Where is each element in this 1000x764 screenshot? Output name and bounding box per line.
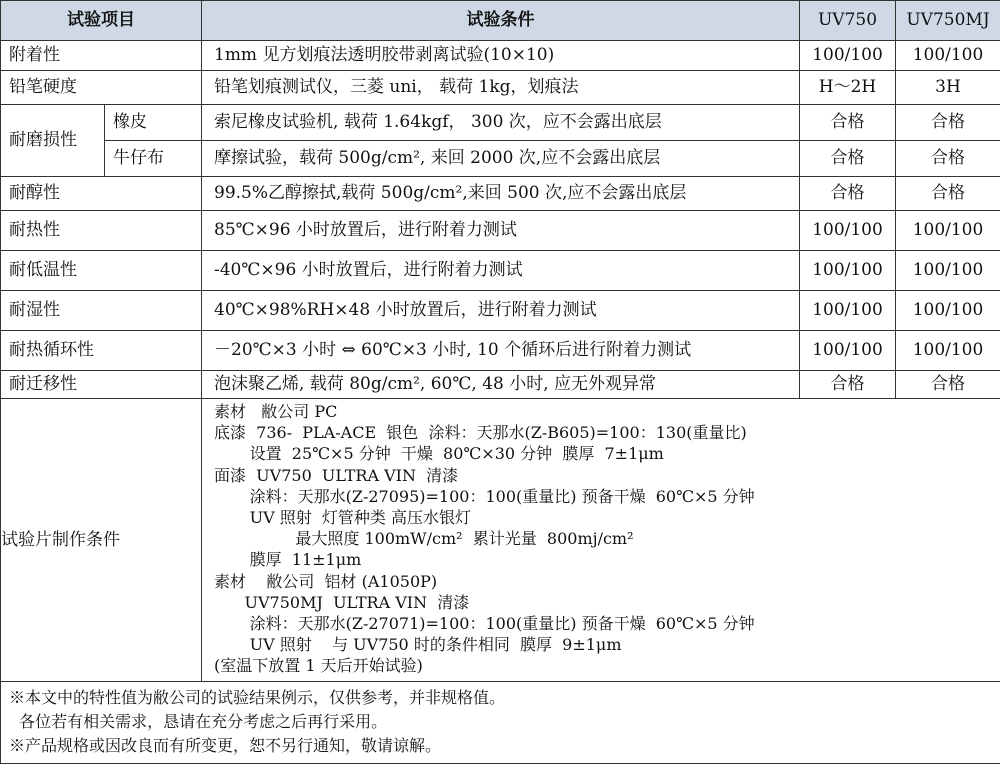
- uv750mj-value: 100/100: [896, 251, 1000, 291]
- note-line: ※产品规格或因改良而有所变更，恕不另行通知，敬请谅解。: [9, 734, 992, 758]
- uv750-value: 100/100: [800, 331, 896, 371]
- uv750mj-value: 100/100: [896, 41, 1000, 71]
- prep-line: (室温下放置 1 天后开始试验): [214, 655, 1000, 676]
- uv750-value: 100/100: [800, 41, 896, 71]
- table-row: [1, 291, 1000, 331]
- table-row: [1, 331, 1000, 371]
- test-item: 铅笔硬度: [1, 71, 202, 105]
- note-line: ※本文中的特性值为敝公司的试验结果例示，仅供参考，并非规格值。: [9, 686, 992, 710]
- test-condition: 85℃×96 小时放置后，进行附着力测试: [202, 211, 800, 251]
- test-condition: 摩擦试验，载荷 500g/cm², 来回 2000 次,应不会露出底层: [202, 141, 800, 177]
- test-item: 耐热循环性: [1, 331, 202, 371]
- test-subitem: 橡皮: [105, 105, 202, 141]
- header-test-condition: 试验条件: [202, 1, 800, 41]
- table-row: [1, 371, 1000, 399]
- uv750-value: 合格: [800, 105, 896, 141]
- uv750-value: 合格: [800, 371, 896, 399]
- prep-conditions-row: [1, 399, 1000, 682]
- table-row: [1, 177, 1000, 211]
- prep-line: 膜厚 11±1μm: [214, 549, 1000, 570]
- test-condition: 泡沫聚乙烯, 载荷 80g/cm², 60℃, 48 小时, 应无外观异常: [202, 371, 800, 399]
- uv750mj-value: 合格: [896, 177, 1000, 211]
- uv750mj-value: 100/100: [896, 291, 1000, 331]
- prep-line: UV 照射 灯管种类 高压水银灯: [214, 507, 1000, 528]
- prep-line: 设置 25℃×5 分钟 干燥 80℃×30 分钟 膜厚 7±1μm: [214, 443, 1000, 464]
- test-item: 附着性: [1, 41, 202, 71]
- header-uv750mj: UV750MJ: [896, 1, 1000, 41]
- header-test-item: 试验项目: [1, 1, 202, 41]
- uv750mj-value: 合格: [896, 105, 1000, 141]
- test-item: 耐热性: [1, 211, 202, 251]
- test-condition: 1mm 见方划痕法透明胶带剥离试验(10×10): [202, 41, 800, 71]
- prep-conditions-label: 试验片制作条件: [1, 399, 202, 682]
- header-uv750: UV750: [800, 1, 896, 41]
- uv750-value: 合格: [800, 177, 896, 211]
- table-row: [1, 211, 1000, 251]
- prep-line: 最大照度 100mW/cm² 累计光量 800mj/cm²: [214, 528, 1000, 549]
- prep-conditions-text: [202, 399, 1000, 682]
- test-condition: -40℃×96 小时放置后，进行附着力测试: [202, 251, 800, 291]
- table-row: [1, 105, 1000, 141]
- test-item: 耐湿性: [1, 291, 202, 331]
- prep-line: 面漆 UV750 ULTRA VIN 清漆: [214, 465, 1000, 486]
- notes-row: [1, 682, 1000, 764]
- prep-line: UV 照射 与 UV750 时的条件相同 膜厚 9±1μm: [214, 634, 1000, 655]
- header-row: [1, 1, 1000, 41]
- uv750-value: H～2H: [800, 71, 896, 105]
- prep-line: 素材 敝公司 PC: [214, 401, 1000, 422]
- table-row: [1, 41, 1000, 71]
- prep-line: 涂料：天那水(Z-27095)=100：100(重量比) 预备干燥 60℃×5 分钟: [214, 486, 1000, 507]
- table-row: [1, 251, 1000, 291]
- uv750mj-value: 3H: [896, 71, 1000, 105]
- uv750-value: 100/100: [800, 251, 896, 291]
- test-condition: 铅笔划痕测试仪，三菱 uni， 载荷 1kg，划痕法: [202, 71, 800, 105]
- table-row: [1, 141, 1000, 177]
- uv750mj-value: 100/100: [896, 211, 1000, 251]
- test-condition: 99.5%乙醇擦拭,载荷 500g/cm²,来回 500 次,应不会露出底层: [202, 177, 800, 211]
- uv750mj-value: 合格: [896, 141, 1000, 177]
- prep-line: UV750MJ ULTRA VIN 清漆: [214, 592, 1000, 613]
- test-subitem: 牛仔布: [105, 141, 202, 177]
- prep-line: 素材 敝公司 铝材 (A1050P): [214, 571, 1000, 592]
- uv750-value: 100/100: [800, 211, 896, 251]
- table-row: [1, 71, 1000, 105]
- uv750-value: 合格: [800, 141, 896, 177]
- test-item: 耐磨损性: [1, 105, 105, 177]
- test-item: 耐醇性: [1, 177, 202, 211]
- prep-line: 底漆 736- PLA-ACE 银色 涂料：天那水(Z-B605)=100：130(重量比): [214, 422, 1000, 443]
- test-item: 耐迁移性: [1, 371, 202, 399]
- uv750mj-value: 合格: [896, 371, 1000, 399]
- notes: [1, 682, 1000, 764]
- prep-line: 涂料：天那水(Z-27071)=100：100(重量比) 预备干燥 60℃×5 分钟: [214, 613, 1000, 634]
- note-line: 各位若有相关需求，恳请在充分考虑之后再行采用。: [9, 710, 992, 734]
- test-condition: 40℃×98%RH×48 小时放置后，进行附着力测试: [202, 291, 800, 331]
- uv750mj-value: 100/100: [896, 331, 1000, 371]
- test-condition: －20℃×3 小时 ⇔ 60℃×3 小时, 10 个循环后进行附着力测试: [202, 331, 800, 371]
- test-item: 耐低温性: [1, 251, 202, 291]
- test-condition: 索尼橡皮试验机, 载荷 1.64kgf， 300 次，应不会露出底层: [202, 105, 800, 141]
- uv750-value: 100/100: [800, 291, 896, 331]
